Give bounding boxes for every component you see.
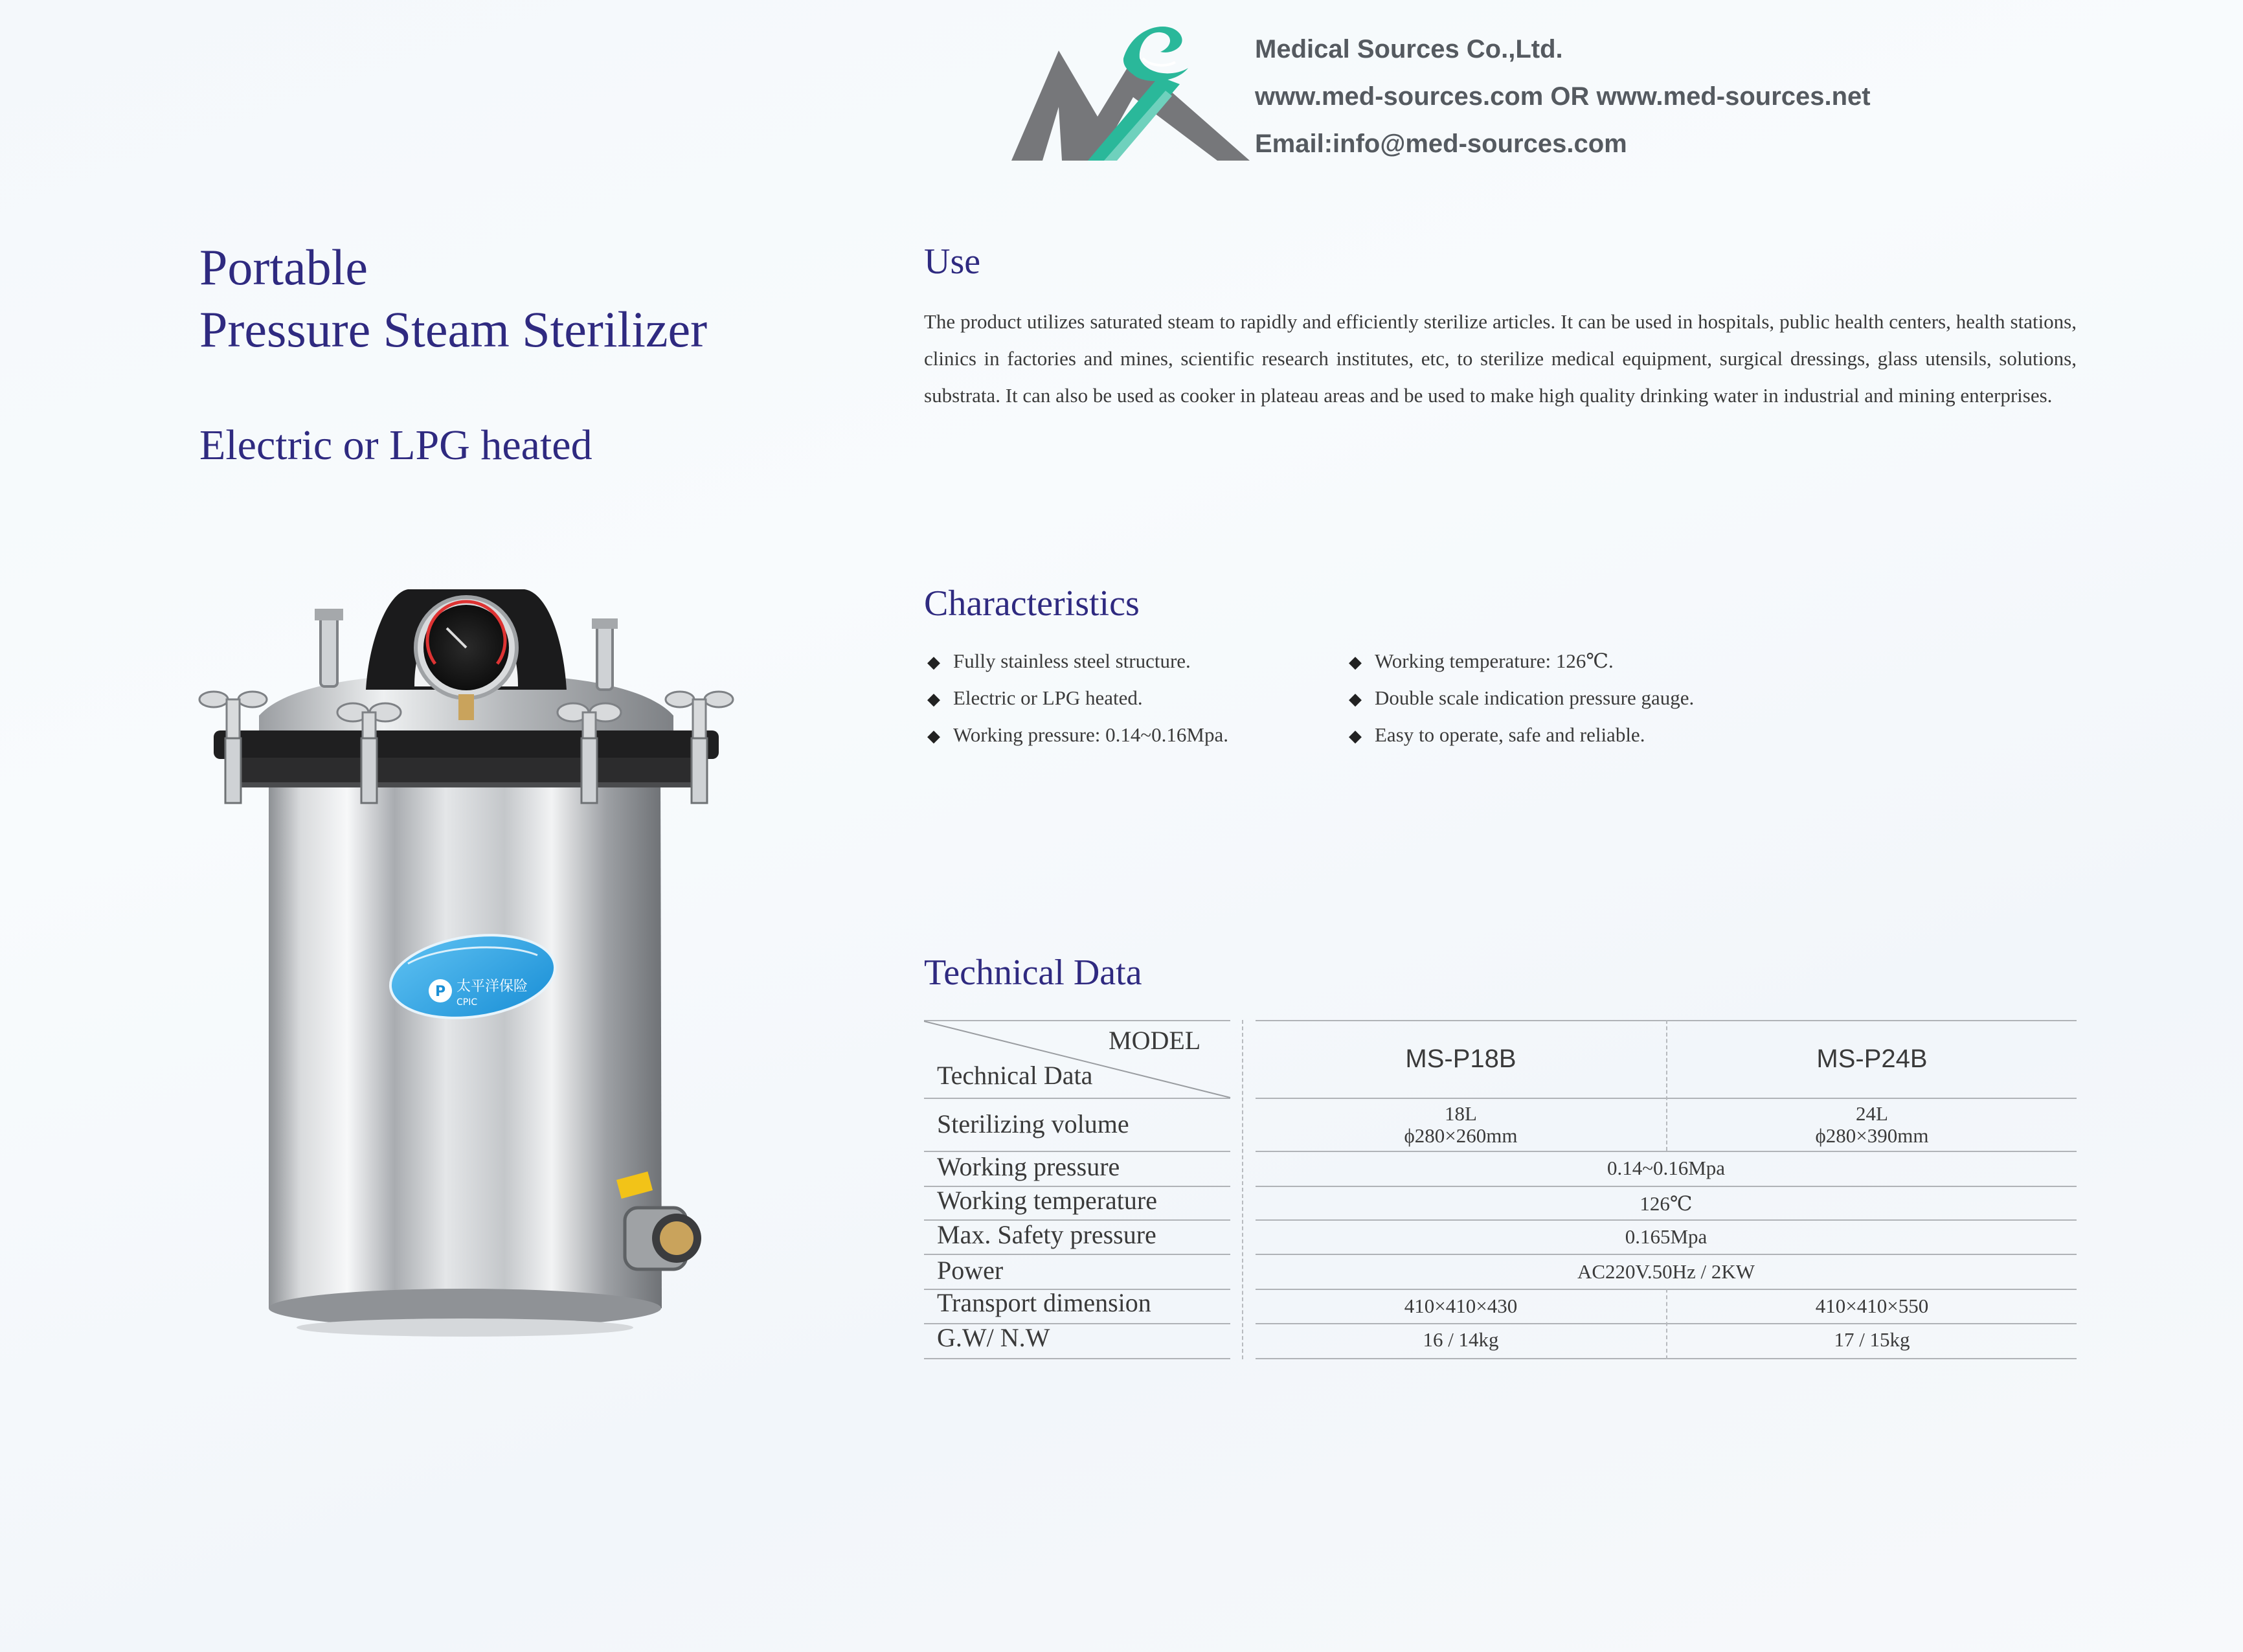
company-name: Medical Sources Co.,Ltd. (1255, 35, 1563, 63)
table-rule (1256, 1186, 2077, 1187)
list-item (1349, 644, 1694, 681)
table-rule (1256, 1151, 2077, 1152)
characteristics-list-left (927, 644, 1228, 755)
value-working-pressure: 0.14~0.16Mpa (1606, 1157, 1726, 1179)
company-email[interactable]: Email:info@med-sources.com (1255, 130, 1627, 158)
value-working-temperature: 126℃ (1640, 1192, 1693, 1215)
badge-label: 太平洋保险 (456, 979, 528, 995)
table-rule (1256, 1219, 2077, 1221)
diamond-bullet-icon: ◆ (1349, 653, 1362, 672)
characteristic-text: Working pressure: 0.14~0.16Mpa. (953, 723, 1228, 746)
characteristic-text: Fully stainless steel structure. (953, 650, 1191, 672)
row-label-gw-nw: G.W/ N.W (937, 1323, 1050, 1352)
value-volume-p18b: 18L (1445, 1102, 1477, 1125)
table-rule (924, 1358, 1230, 1359)
corner-technical-data-label: Technical Data (937, 1061, 1093, 1090)
diamond-bullet-icon: ◆ (1349, 690, 1362, 709)
list-item (927, 644, 1228, 681)
company-logo-icon (1010, 19, 1250, 165)
product-title-line2: Pressure Steam Sterilizer (199, 301, 708, 357)
company-info (1255, 26, 1871, 168)
value-transport-p24b: 410×410×550 (1815, 1295, 1929, 1317)
diamond-bullet-icon: ◆ (927, 727, 940, 746)
value-volume-p24b: 24L (1856, 1102, 1888, 1125)
value-size-p18b: ϕ280×260mm (1404, 1124, 1518, 1147)
product-title-line1: Portable (199, 239, 368, 295)
corner-model-label: MODEL (1109, 1026, 1201, 1055)
diamond-bullet-icon: ◆ (1349, 727, 1362, 746)
badge-sub: CPIC (456, 997, 478, 1008)
row-label-working-temperature: Working temperature (937, 1186, 1157, 1215)
product-title (199, 236, 707, 361)
characteristic-text: Working temperature: 126℃. (1375, 650, 1614, 672)
list-item (1349, 681, 1694, 718)
diamond-bullet-icon: ◆ (927, 653, 940, 672)
company-websites[interactable]: www.med-sources.com OR www.med-sources.net (1255, 82, 1871, 111)
sterilizer-image-icon (194, 576, 738, 1347)
value-transport-p18b: 410×410×430 (1404, 1295, 1518, 1317)
technical-data-table (924, 1020, 2077, 1360)
characteristics-list-right (1349, 644, 1694, 755)
row-label-sterilizing-volume: Sterilizing volume (937, 1109, 1129, 1138)
value-weight-p24b: 17 / 15kg (1834, 1328, 1910, 1351)
list-item (927, 718, 1228, 755)
diamond-bullet-icon: ◆ (927, 690, 940, 709)
use-description: The product utilizes saturated steam to rapidly and efficiently sterilize articles. It can be used in hospitals, public health centers, health stations, clinics in factories and mines, scientific research institutes, etc, to sterilize medical equipment, surgical dressings, glass utensils, solutions, substrata. It can also be used as cooker in plateau areas and be used to make high quality drinking water in industrial and mining enterprises. (924, 310, 2077, 407)
row-label-power: Power (937, 1256, 1004, 1285)
model-header-p24b: MS-P24B (1816, 1045, 1928, 1073)
technical-data-heading: Technical Data (924, 953, 1142, 993)
value-max-safety-pressure: 0.165Mpa (1625, 1225, 1708, 1248)
product-subtitle: Electric or LPG heated (199, 422, 592, 469)
row-label-max-safety-pressure: Max. Safety pressure (937, 1220, 1156, 1249)
characteristic-text: Double scale indication pressure gauge. (1375, 686, 1695, 709)
svg-text:P: P (435, 984, 446, 1000)
value-size-p24b: ϕ280×390mm (1815, 1124, 1929, 1147)
list-item (927, 681, 1228, 718)
value-weight-p18b: 16 / 14kg (1423, 1328, 1499, 1351)
table-rule (1256, 1254, 2077, 1255)
characteristic-text: Easy to operate, safe and reliable. (1375, 723, 1645, 746)
list-item (1349, 718, 1694, 755)
use-heading: Use (924, 242, 981, 282)
characteristic-text: Electric or LPG heated. (953, 686, 1143, 709)
value-power: AC220V.50Hz / 2KW (1577, 1260, 1755, 1283)
model-header-p18b: MS-P18B (1405, 1045, 1516, 1073)
table-rule (924, 1254, 1230, 1255)
row-label-working-pressure: Working pressure (937, 1152, 1120, 1181)
table-column-divider (1242, 1020, 1243, 1359)
characteristics-heading: Characteristics (924, 583, 1140, 624)
row-label-transport-dimension: Transport dimension (937, 1288, 1151, 1317)
